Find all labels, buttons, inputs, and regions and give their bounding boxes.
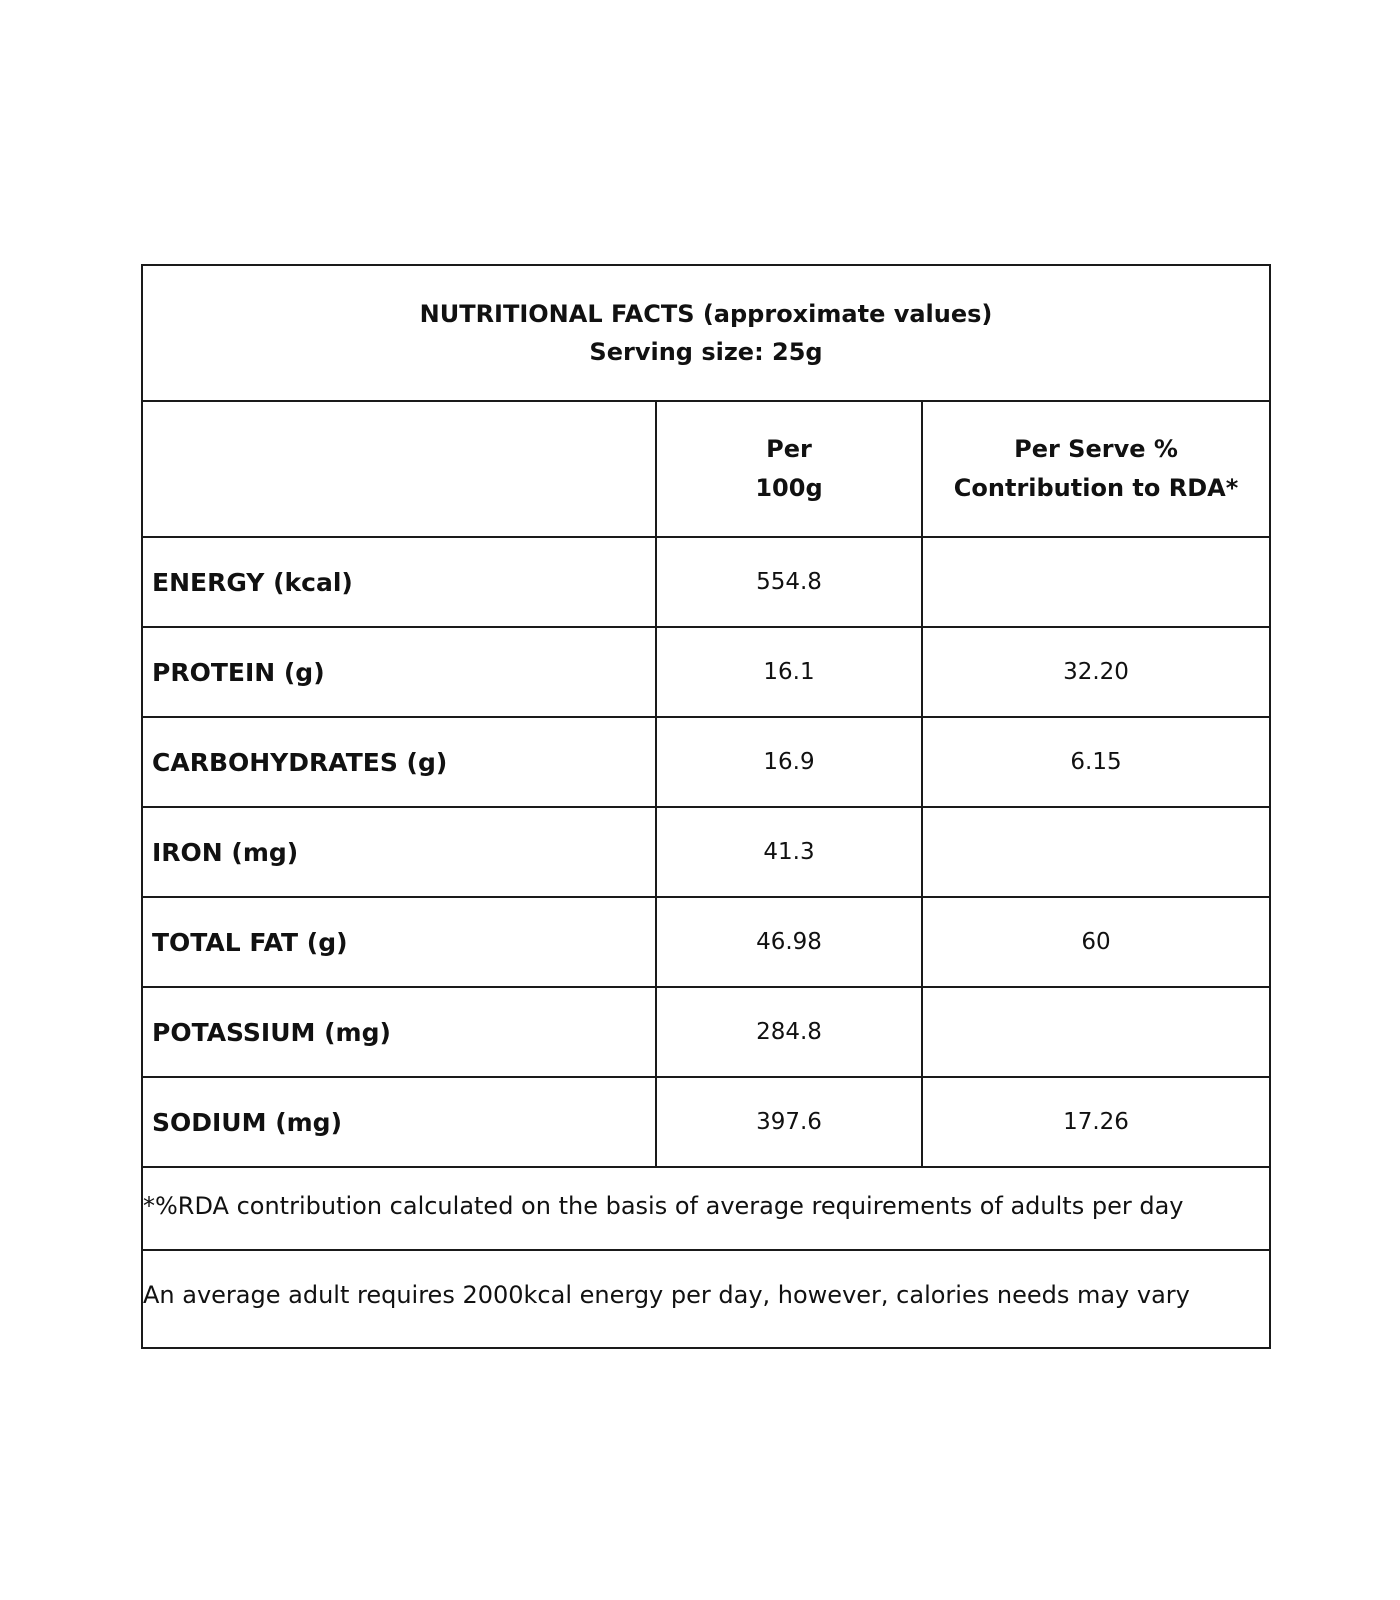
header-nutrient	[142, 401, 656, 537]
header-per-100g	[656, 401, 922, 537]
header-rda	[922, 401, 1270, 537]
nutrient-name: CARBOHYDRATES (g)	[142, 717, 656, 807]
rda-value	[922, 537, 1270, 627]
per-100g-value: 16.1	[656, 627, 922, 717]
title-line-1: NUTRITIONAL FACTS (approximate values)	[419, 300, 993, 328]
per-100g-value: 16.9	[656, 717, 922, 807]
header-per-100g-line-1: Per	[766, 435, 812, 463]
header-rda-line-1: Per Serve %	[1014, 435, 1178, 463]
table-row	[142, 627, 1270, 717]
table-title	[142, 265, 1270, 401]
rda-footnote: *%RDA contribution calculated on the basis of average requirements of adults per day	[142, 1167, 1270, 1250]
nutrient-name: PROTEIN (g)	[142, 627, 656, 717]
table-row	[142, 1077, 1270, 1167]
per-100g-value: 284.8	[656, 987, 922, 1077]
nutrient-name: IRON (mg)	[142, 807, 656, 897]
per-100g-value: 554.8	[656, 537, 922, 627]
energy-note-row	[142, 1250, 1270, 1348]
rda-value: 32.20	[922, 627, 1270, 717]
rda-value: 60	[922, 897, 1270, 987]
serving-size: Serving size: 25g	[589, 338, 823, 366]
table-row	[142, 897, 1270, 987]
energy-note: An average adult requires 2000kcal energy per day, however, calories needs may vary	[142, 1250, 1270, 1348]
rda-value	[922, 807, 1270, 897]
header-rda-line-2: Contribution to RDA*	[953, 474, 1239, 502]
nutrient-name: SODIUM (mg)	[142, 1077, 656, 1167]
title-row	[142, 265, 1270, 401]
per-100g-value: 397.6	[656, 1077, 922, 1167]
header-row	[142, 401, 1270, 537]
table-row	[142, 537, 1270, 627]
table-row	[142, 717, 1270, 807]
nutrient-name: ENERGY (kcal)	[142, 537, 656, 627]
per-100g-value: 41.3	[656, 807, 922, 897]
table-row	[142, 807, 1270, 897]
rda-value: 6.15	[922, 717, 1270, 807]
per-100g-value: 46.98	[656, 897, 922, 987]
nutrient-name: TOTAL FAT (g)	[142, 897, 656, 987]
footnote-row	[142, 1167, 1270, 1250]
rda-value: 17.26	[922, 1077, 1270, 1167]
table-row	[142, 987, 1270, 1077]
header-per-100g-line-2: 100g	[755, 474, 823, 502]
nutrition-facts-table	[141, 264, 1271, 1349]
rda-value	[922, 987, 1270, 1077]
nutrient-name: POTASSIUM (mg)	[142, 987, 656, 1077]
